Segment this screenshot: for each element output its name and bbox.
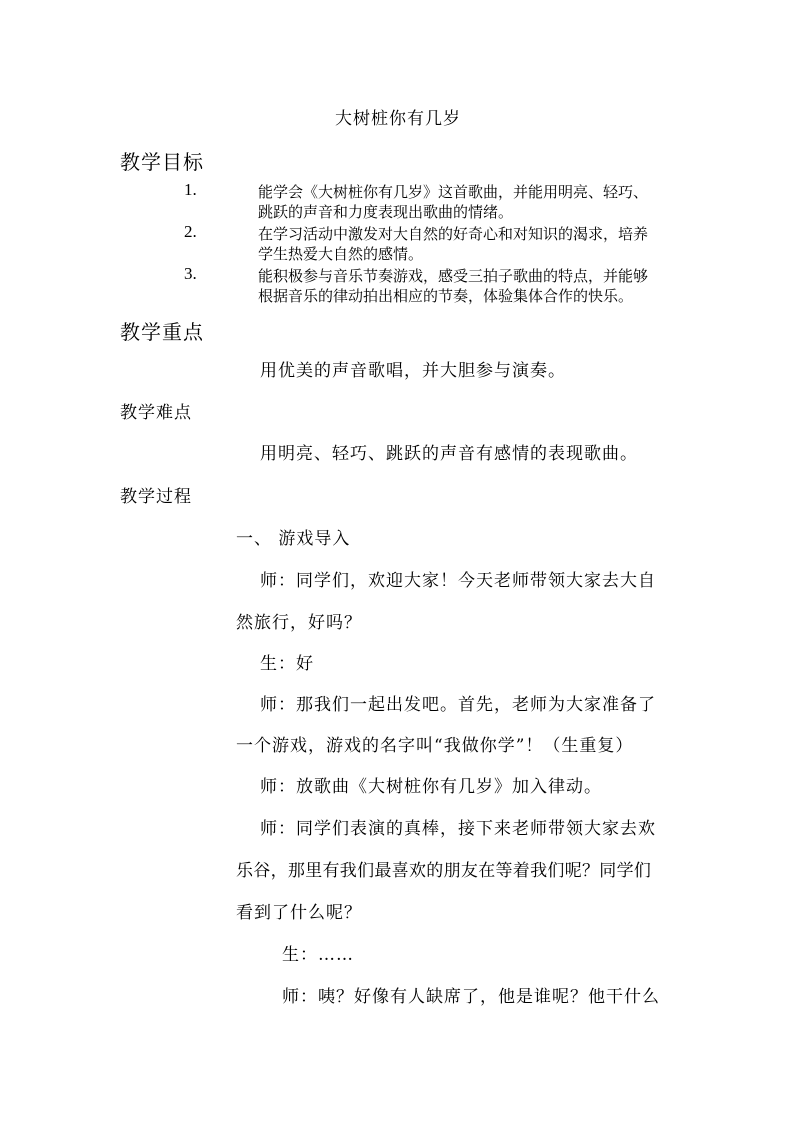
process-line: 师：放歌曲《大树桩你有几岁》加入律动。 xyxy=(260,777,602,797)
difficulties-heading: 教学难点 xyxy=(120,403,192,423)
process-line: 师：同学们，欢迎大家！今天老师带领大家去大自 xyxy=(260,571,656,591)
goals-heading: 教学目标 xyxy=(120,150,204,174)
document-title: 大树桩你有几岁 xyxy=(335,109,461,129)
process-line: 师：咦？好像有人缺席了，他是谁呢？他干什么 xyxy=(282,987,660,1007)
goal-text-line: 根据音乐的律动拍出相应的节奏，体验集体合作的快乐。 xyxy=(258,287,634,305)
goal-number: 3. xyxy=(184,264,197,283)
goal-number: 2. xyxy=(184,222,197,241)
key-points-text: 用优美的声音歌唱，并大胆参与演奏。 xyxy=(260,361,566,381)
process-line: 生：…… xyxy=(282,945,354,965)
goal-text-line: 在学习活动中激发对大自然的好奇心和对知识的渴求，培养 xyxy=(258,225,649,243)
difficulties-text: 用明亮、轻巧、跳跃的声音有感情的表现歌曲。 xyxy=(260,444,638,464)
process-section-title: 一、 游戏导入 xyxy=(236,529,351,549)
process-line: 师：那我们一起出发吧。首先，老师为大家准备了 xyxy=(260,695,656,715)
goal-text-line: 跳跃的声音和力度表现出歌曲的情绪。 xyxy=(258,203,514,221)
process-line: 乐谷，那里有我们最喜欢的朋友在等着我们呢？同学们 xyxy=(236,861,652,881)
process-line: 看到了什么呢？ xyxy=(236,903,362,923)
process-line: 然旅行，好吗？ xyxy=(236,613,362,633)
goal-number: 1. xyxy=(184,180,197,199)
process-heading: 教学过程 xyxy=(120,487,192,507)
key-points-heading: 教学重点 xyxy=(120,320,204,344)
goal-text-line: 能学会《大树桩你有几岁》这首歌曲，并能用明亮、轻巧、 xyxy=(258,183,649,201)
goal-text-line: 能积极参与音乐节奏游戏，感受三拍子歌曲的特点，并能够 xyxy=(258,267,649,285)
process-line: 一个游戏，游戏的名字叫“我做你学”！（生重复） xyxy=(236,736,634,756)
goal-text-line: 学生热爱大自然的感情。 xyxy=(258,245,424,263)
process-line: 师：同学们表演的真棒，接下来老师带领大家去欢 xyxy=(260,819,656,839)
process-line: 生：好 xyxy=(260,654,314,674)
